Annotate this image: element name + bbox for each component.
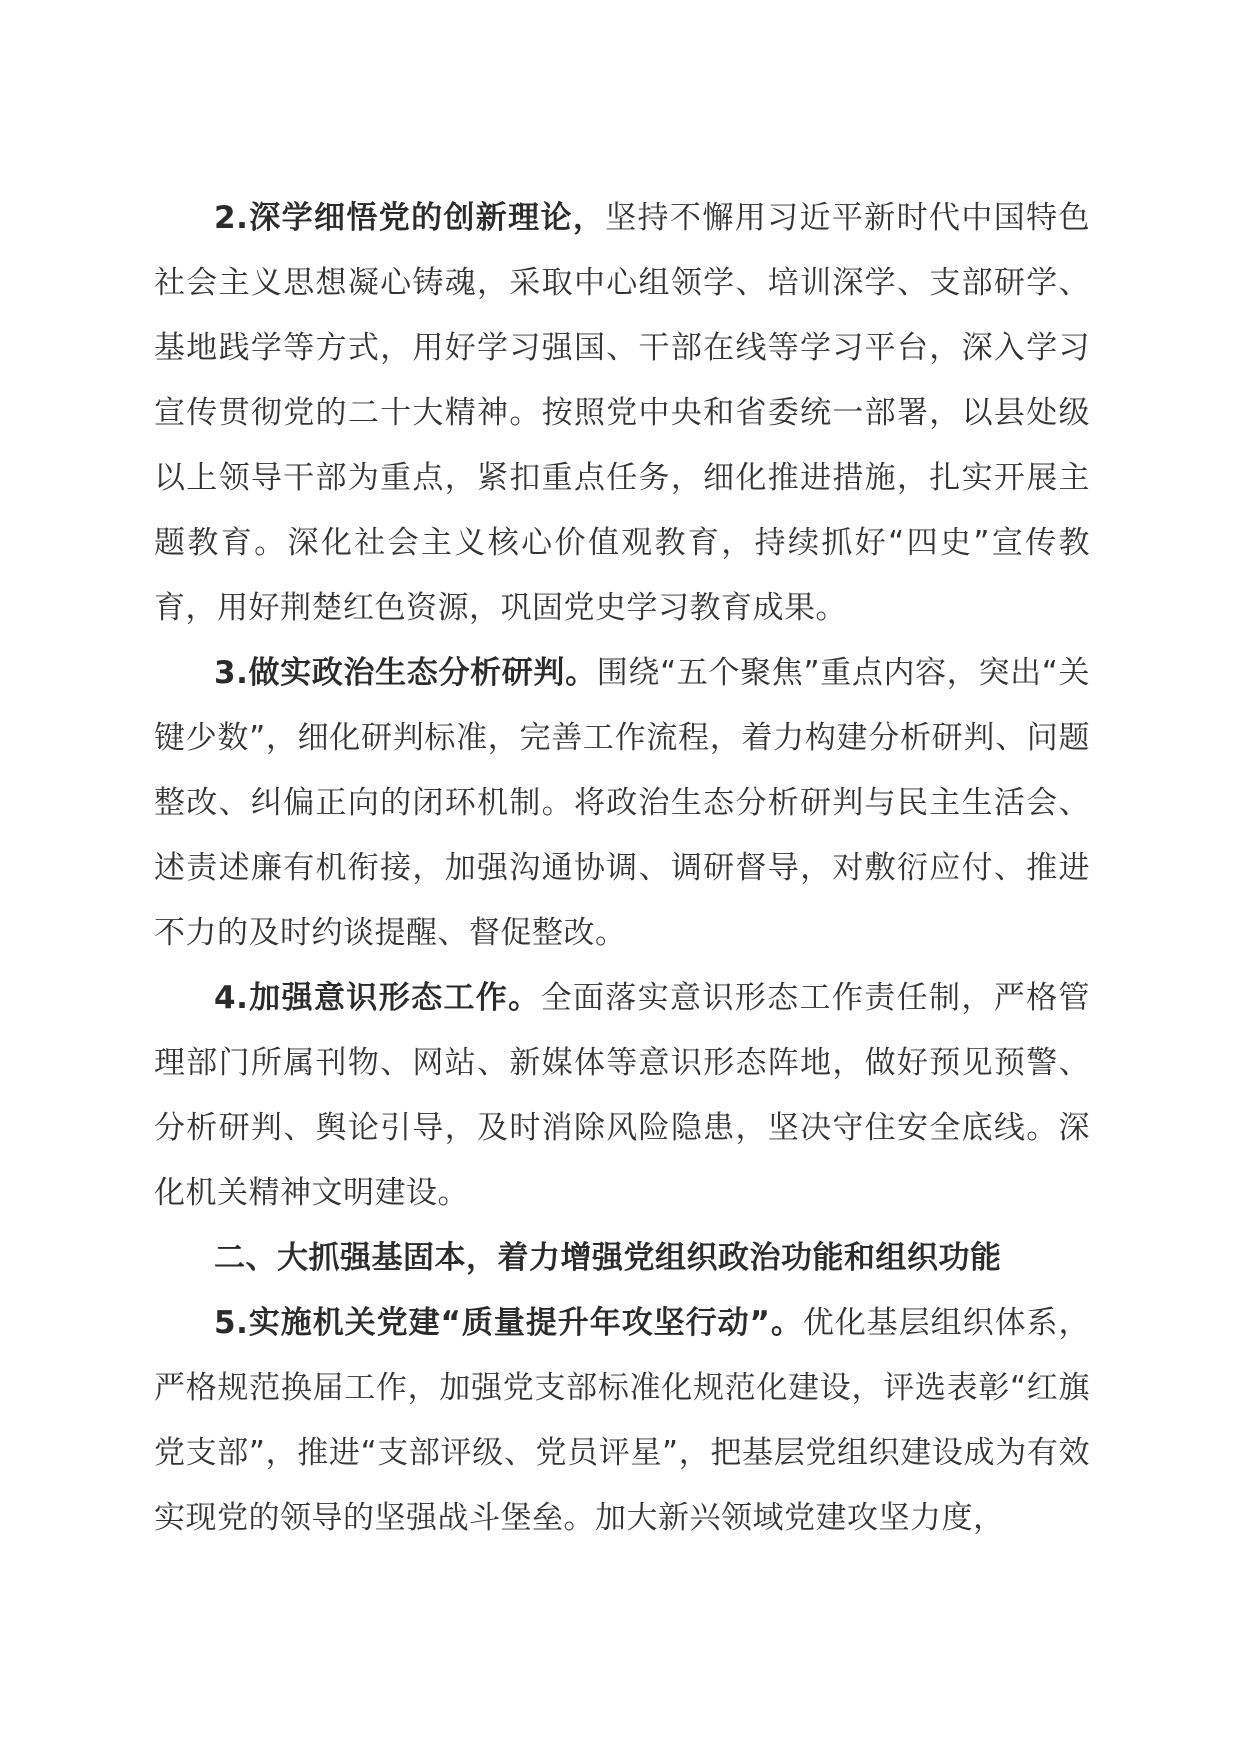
paragraph-5 (154, 1291, 1090, 1551)
paragraph-2-lead: 2.深学细悟党的创新理论， (214, 200, 606, 236)
paragraph-5-body: 优化基层组织体系，严格规范换届工作，加强党支部标准化规范化建设，评选表彰“红旗党支部”，推进“支部评级、党员评星”，把基层党组织建设成为有效实现党的领导的坚强战斗堡垒。加大新兴领域党建攻坚力度， (154, 1305, 1091, 1536)
document-page (154, 186, 1090, 1551)
paragraph-5-lead: 5.实施机关党建“质量提升年攻坚行动”。 (214, 1305, 803, 1341)
paragraph-2-body: 坚持不懈用习近平新时代中国特色社会主义思想凝心铸魂，采取中心组领学、培训深学、支部研学、基地践学等方式，用好学习强国、干部在线等学习平台，深入学习宣传贯彻党的二十大精神。按照党中央和省委统一部署，以县处级以上领导干部为重点，紧扣重点任务，细化推进措施，扎实开展主题教育。深化社会主义核心价值观教育，持续抓好“四史”宣传教育，用好荆楚红色资源，巩固党史学习教育成果。 (154, 200, 1090, 626)
paragraph-4-lead: 4.加强意识形态工作。 (214, 980, 541, 1016)
paragraph-4 (154, 966, 1090, 1226)
section-heading: 二、大抓强基固本，着力增强党组织政治功能和组织功能 (214, 1240, 1002, 1276)
paragraph-4-body: 全面落实意识形态工作责任制，严格管理部门所属刊物、网站、新媒体等意识形态阵地，做好预见预警、分析研判、舆论引导，及时消除风险隐患，坚决守住安全底线。深化机关精神文明建设。 (154, 980, 1090, 1211)
paragraph-3-body: 围绕“五个聚焦”重点内容，突出“关键少数”，细化研判标准，完善工作流程，着力构建分析研判、问题整改、纠偏正向的闭环机制。将政治生态分析研判与民主生活会、述责述廉有机衔接，加强沟通协调、调研督导，对敷衍应付、推进不力的及时约谈提醒、督促整改。 (154, 655, 1090, 951)
paragraph-3 (154, 641, 1090, 966)
paragraph-2 (154, 186, 1090, 641)
paragraph-3-lead: 3.做实政治生态分析研判。 (214, 655, 597, 691)
